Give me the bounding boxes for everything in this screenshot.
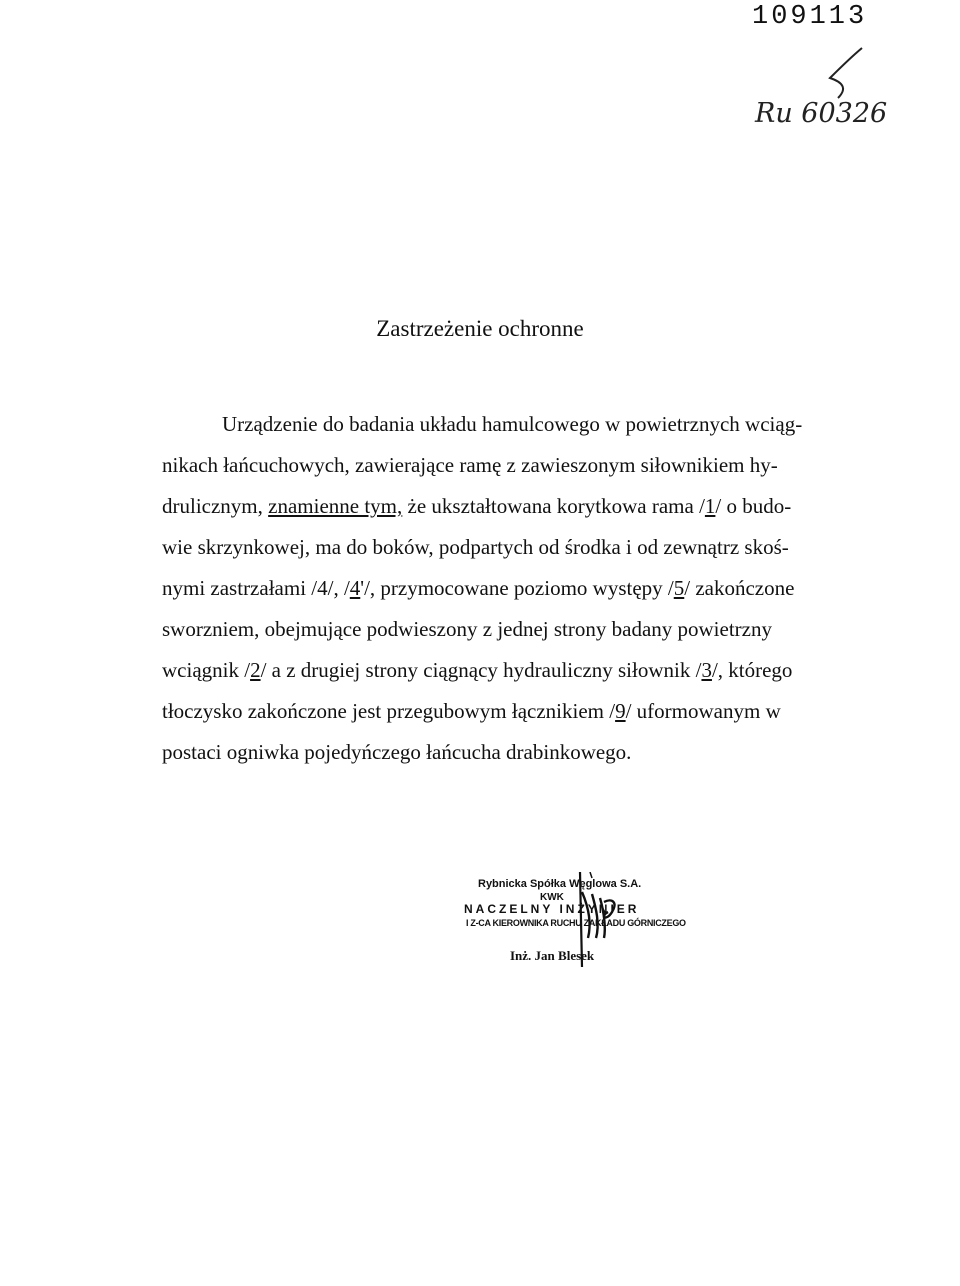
signature-icon bbox=[552, 872, 642, 967]
claim-line bbox=[162, 486, 874, 527]
stamp-mine: KWK bbox=[540, 892, 564, 903]
doc-number: 109113 bbox=[752, 2, 868, 32]
claim-text-span: że ukształtowana korytkowa rama / bbox=[402, 494, 705, 518]
reference-number: 2 bbox=[250, 658, 261, 682]
handwritten-reference: Ru 60326 bbox=[755, 98, 888, 129]
claim-text-span: / a z drugiej strony ciągnący hydrauliczny siłownik / bbox=[260, 658, 702, 682]
claim-line: postaci ogniwka pojedyńczego łańcucha drabinkowego. bbox=[162, 740, 632, 764]
claim-emphasis: znamienne tym, bbox=[268, 494, 403, 518]
stamp-position: NACZELNY INŻYNIER bbox=[464, 902, 640, 916]
claim-text-span: '/, przymocowane poziomo występy / bbox=[360, 576, 674, 600]
claim-line: Urządzenie do badania układu hamulcowego w powietrznych wciąg- bbox=[222, 412, 803, 436]
claim-line: wie skrzynkowej, ma do boków, podpartych od środka i od zewnątrz skoś- bbox=[162, 535, 789, 559]
reference-number: 3 bbox=[701, 658, 712, 682]
claim-text-span: wciągnik / bbox=[162, 658, 251, 682]
reference-number: 9 bbox=[615, 699, 626, 723]
reference-number: 1 bbox=[704, 494, 716, 518]
claim-line bbox=[162, 691, 874, 732]
reference-number: 5 bbox=[673, 576, 685, 600]
claim-line: nikach łańcuchowych, zawierające ramę z zawieszonym siłownikiem hy- bbox=[162, 453, 778, 477]
claim-line: sworzniem, obejmujące podwieszony z jednej strony badany powietrzny bbox=[162, 617, 772, 641]
claim-line bbox=[162, 650, 874, 691]
stamp-subtitle: I Z-CA KIEROWNIKA RUCHU ZAKŁADU GÓRNICZEGO bbox=[466, 918, 686, 928]
document-title: Zastrzeżenie ochronne bbox=[376, 316, 584, 341]
claim-text-span: / o budo- bbox=[715, 494, 792, 518]
stamp-signer-name: Inż. Jan Blesek bbox=[510, 948, 595, 963]
claim-text-span: nymi zastrzałami /4/, / bbox=[162, 576, 350, 600]
claim-text-span: / uformowanym w bbox=[625, 699, 781, 723]
claim-text-span: /, którego bbox=[711, 658, 793, 682]
claim-text-span: / zakończone bbox=[684, 576, 795, 600]
stamp-company: Rybnicka Spółka Węglowa S.A. bbox=[478, 878, 642, 890]
official-stamp bbox=[462, 872, 692, 967]
claim-line bbox=[162, 568, 874, 609]
claim-text-span: tłoczysko zakończone jest przegubowym łącznikiem / bbox=[162, 699, 616, 723]
claim-text-span: drulicznym, bbox=[162, 494, 269, 518]
reference-number: 4 bbox=[349, 576, 361, 600]
claim-text bbox=[162, 404, 874, 773]
